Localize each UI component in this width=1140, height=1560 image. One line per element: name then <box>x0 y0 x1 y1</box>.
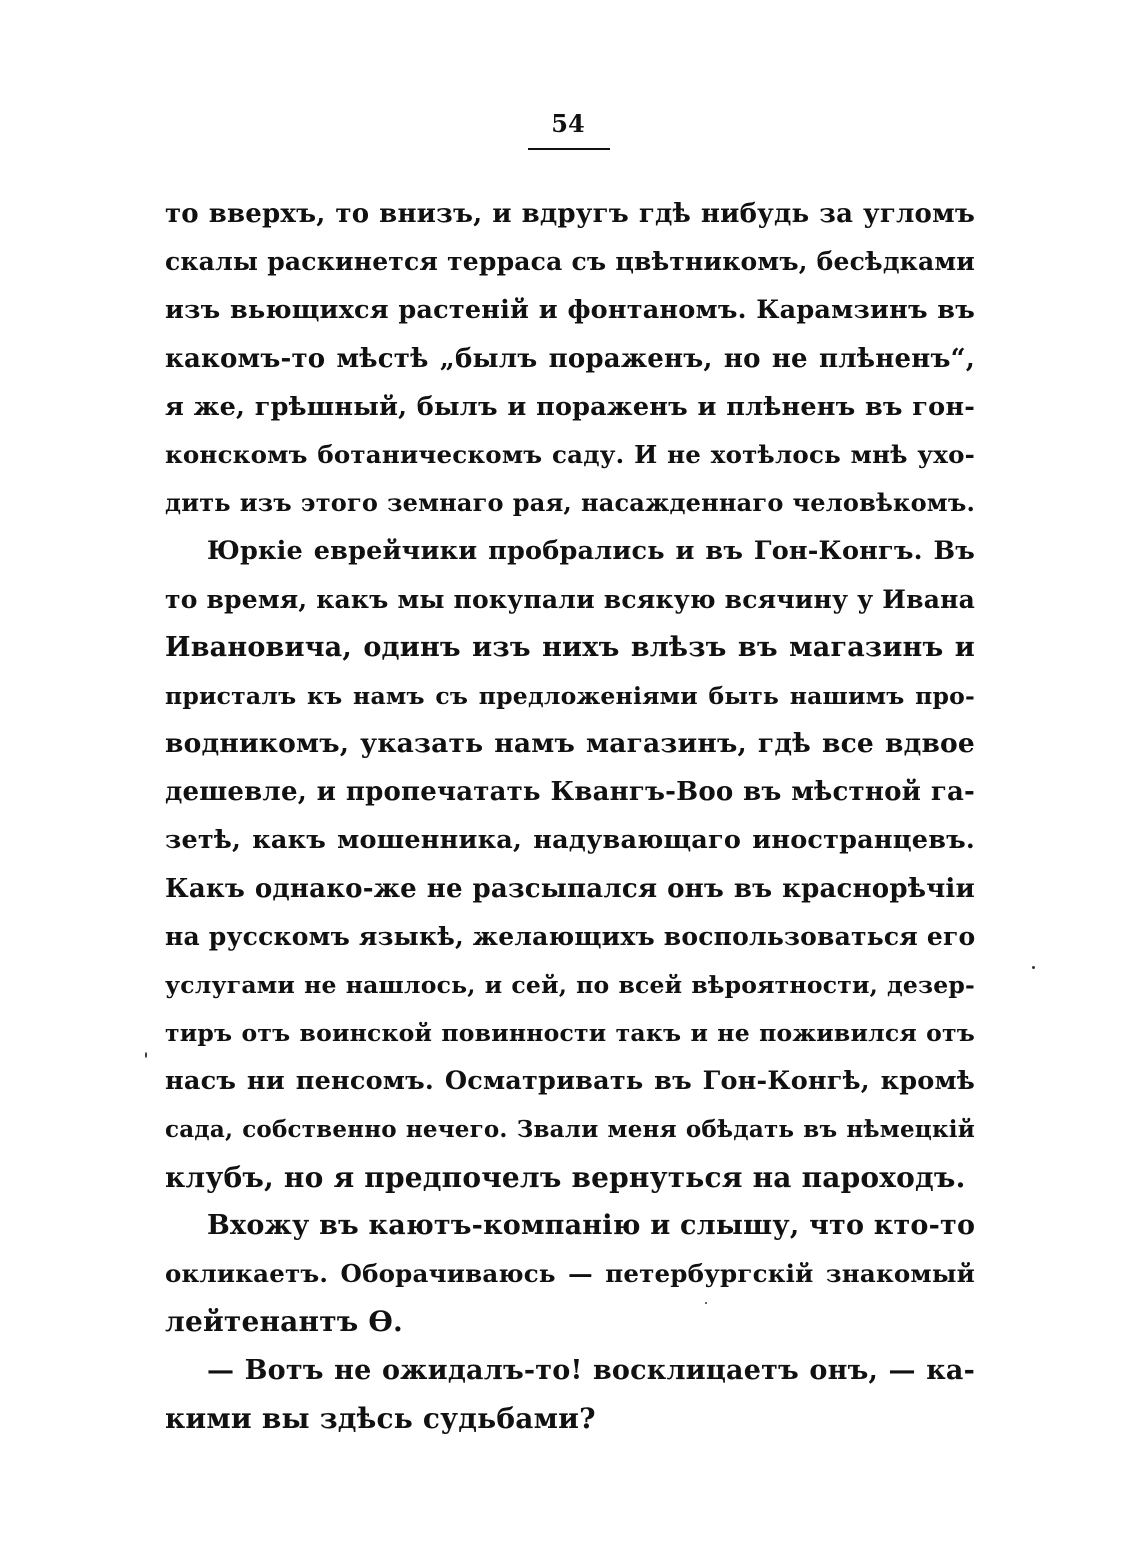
body-text <box>165 190 975 1443</box>
text-line: изъ вьющихся растеній и фонтаномъ. Карамзинъ въ <box>165 295 975 326</box>
text-line: кими вы здѣсь судьбами? <box>165 1401 596 1435</box>
text-line: конскомъ ботаническомъ саду. И не хотѣлось мнѣ ухо- <box>165 439 975 469</box>
text-line: то вверхъ, то внизъ, и вдругъ гдѣ нибудь за угломъ <box>165 199 975 229</box>
text-line: Вхожу въ каютъ-компанію и слышу, что кто-то <box>207 1209 976 1241</box>
text-line: на русскомъ языкѣ, желающихъ воспользоваться его <box>165 921 976 951</box>
scan-speck <box>705 1302 707 1304</box>
paragraph-3 <box>165 1202 975 1347</box>
text-line: дешевле, и пропечатать Квангъ-Воо въ мѣстной га- <box>165 777 975 808</box>
text-line: то время, какъ мы покупали всякую всячину у Ивана <box>165 584 975 614</box>
text-line: Какъ однако-же не разсыпался онъ въ краснорѣчіи <box>165 873 975 904</box>
paragraph-2 <box>165 527 975 1202</box>
text-line: дить изъ этого земнаго рая, насажденнаго человѣкомъ. <box>165 488 975 518</box>
text-line: клубъ, но я предпочелъ вернуться на пароходъ. <box>165 1160 966 1194</box>
text-line: Ивановича, одинъ изъ нихъ влѣзъ въ магазинъ и <box>165 631 975 663</box>
text-line: зетѣ, какъ мошенника, надувающаго иностранцевъ. <box>165 825 975 856</box>
text-line: насъ ни пенсомъ. Осматривать въ Гон-Конгѣ, кромѣ <box>165 1066 975 1097</box>
text-line: тиръ отъ воинской повинности такъ и не поживился отъ <box>165 1019 975 1048</box>
text-line: скалы раскинется терраса съ цвѣтникомъ, бесѣдками <box>165 247 975 277</box>
text-line: — Вотъ не ожидалъ-то! восклицаетъ онъ, — ка- <box>207 1354 975 1386</box>
text-line: какомъ-то мѣстѣ „былъ пораженъ, но не плѣненъ“, <box>165 343 975 374</box>
paragraph-1 <box>165 190 975 527</box>
text-line: услугами не нашлось, и сей, по всей вѣроятности, дезер- <box>165 971 975 999</box>
text-line: я же, грѣшный, былъ и пораженъ и плѣненъ въ гон- <box>165 391 975 422</box>
text-line: сада, собственно нечего. Звали меня обѣдать въ нѣмецкій <box>165 1115 975 1143</box>
text-line: Юркіе еврейчики пробрались и въ Гон-Конгъ. Въ <box>207 536 975 567</box>
text-line: присталъ къ намъ съ предложеніями быть нашимъ про- <box>165 681 975 710</box>
text-line: водникомъ, указать намъ магазинъ, гдѣ все вдвое <box>165 728 975 760</box>
page-number: 54 <box>551 109 585 138</box>
scan-speck <box>145 1052 147 1058</box>
text-line: лейтенантъ Ѳ. <box>165 1305 403 1339</box>
paragraph-4 <box>165 1347 975 1443</box>
page-number-rule <box>528 148 610 150</box>
scan-speck <box>1032 966 1035 969</box>
text-line: окликаетъ. Оборачиваюсь — петербургскій знакомый <box>165 1259 975 1289</box>
